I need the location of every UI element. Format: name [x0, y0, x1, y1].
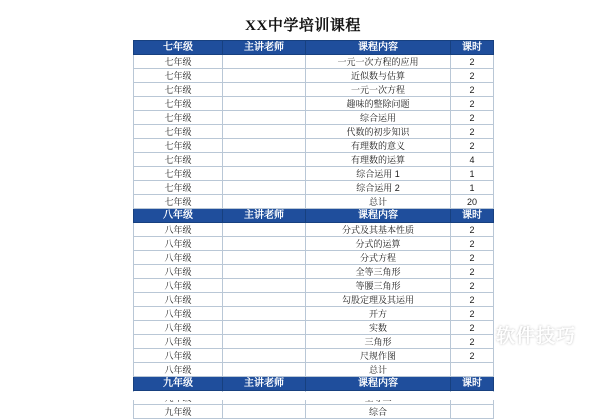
- cell-grade: 七年级: [134, 167, 223, 181]
- spreadsheet-area: [133, 10, 482, 419]
- cell-hours: 2: [451, 97, 494, 111]
- cell-grade: 八年级: [134, 335, 223, 349]
- cell-grade: 七年级: [134, 111, 223, 125]
- table-row[interactable]: [134, 251, 494, 265]
- table-row[interactable]: [134, 335, 494, 349]
- cell-content: 综合: [306, 405, 451, 419]
- cell-hours: 2: [451, 139, 494, 153]
- cell-hours: 2: [451, 307, 494, 321]
- cell-teacher: [223, 97, 306, 111]
- cell-teacher: [223, 69, 306, 83]
- cell-content: 分式方程: [306, 251, 451, 265]
- cell-content: 一元一次方程的应用: [306, 55, 451, 69]
- table-header-row: [134, 209, 494, 223]
- cell-teacher: [223, 223, 306, 237]
- cell-teacher: [223, 335, 306, 349]
- cell-content: 趣味的整除问题: [306, 97, 451, 111]
- column-header-content: 课程内容: [306, 41, 451, 55]
- cell-hours: 2: [451, 69, 494, 83]
- cell-content: 全等三角形: [306, 265, 451, 279]
- cell-teacher: [223, 181, 306, 195]
- table-row[interactable]: [134, 223, 494, 237]
- watermark-label: 软件技巧: [495, 326, 576, 347]
- column-header-content: 课程内容: [306, 377, 451, 391]
- cell-grade: 八年级: [134, 279, 223, 293]
- cell-content: 一元一次方程: [306, 83, 451, 97]
- column-header-grade: 九年级: [134, 377, 223, 391]
- page-title: XX中学培训课程: [245, 18, 361, 34]
- cell-teacher: [223, 125, 306, 139]
- page-bottom-mask: [0, 392, 600, 400]
- cell-grade: 七年级: [134, 69, 223, 83]
- cell-content: 勾股定理及其运用: [306, 293, 451, 307]
- table-row[interactable]: [134, 153, 494, 167]
- table-header-row: [134, 377, 494, 391]
- column-header-hours: 课时: [451, 377, 494, 391]
- cell-content: 代数的初步知识: [306, 125, 451, 139]
- cell-grade: 七年级: [134, 55, 223, 69]
- cell-teacher: [223, 251, 306, 265]
- cell-teacher: [223, 265, 306, 279]
- cell-teacher: [223, 83, 306, 97]
- cell-teacher: [223, 349, 306, 363]
- cell-grade: 八年级: [134, 321, 223, 335]
- cell-hours: 2: [451, 279, 494, 293]
- table-row[interactable]: [134, 307, 494, 321]
- cell-grade: 八年级: [134, 265, 223, 279]
- cell-teacher: [223, 293, 306, 307]
- cell-hours: [451, 405, 494, 419]
- cell-hours: 2: [451, 349, 494, 363]
- cell-hours: 2: [451, 55, 494, 69]
- cell-grade: 八年级: [134, 307, 223, 321]
- table-row[interactable]: [134, 349, 494, 363]
- table-row[interactable]: [134, 265, 494, 279]
- cell-teacher: [223, 237, 306, 251]
- cell-teacher: [223, 167, 306, 181]
- cell-grade: 九年级: [134, 405, 223, 419]
- cell-grade: 八年级: [134, 237, 223, 251]
- cell-content: 分式及其基本性质: [306, 223, 451, 237]
- column-header-content: 课程内容: [306, 209, 451, 223]
- cell-teacher: [223, 153, 306, 167]
- cell-content: 近似数与估算: [306, 69, 451, 83]
- table-row[interactable]: [134, 69, 494, 83]
- cell-teacher: [223, 307, 306, 321]
- cell-grade: 七年级: [134, 181, 223, 195]
- cell-grade: 七年级: [134, 153, 223, 167]
- cell-grade: 八年级: [134, 349, 223, 363]
- cell-grade: 八年级: [134, 223, 223, 237]
- cell-grade: 八年级: [134, 293, 223, 307]
- cell-grade: 七年级: [134, 195, 223, 209]
- cell-hours: [451, 363, 494, 377]
- cell-grade: 七年级: [134, 97, 223, 111]
- cell-content: 总计: [306, 363, 451, 377]
- cell-hours: 2: [451, 125, 494, 139]
- cell-hours: 2: [451, 223, 494, 237]
- cell-hours: 2: [451, 293, 494, 307]
- table-row[interactable]: [134, 293, 494, 307]
- cell-teacher: [223, 279, 306, 293]
- table-row[interactable]: [134, 55, 494, 69]
- cell-teacher: [223, 405, 306, 419]
- cell-teacher: [223, 321, 306, 335]
- table-body: [134, 41, 494, 419]
- cell-content: 有理数的运算: [306, 153, 451, 167]
- cell-hours: 1: [451, 167, 494, 181]
- cell-content: 综合运用 1: [306, 167, 451, 181]
- cell-hours: 2: [451, 251, 494, 265]
- cell-grade: 七年级: [134, 139, 223, 153]
- table-row[interactable]: [134, 321, 494, 335]
- table-row[interactable]: [134, 97, 494, 111]
- cell-hours: 2: [451, 111, 494, 125]
- cell-content: 分式的运算: [306, 237, 451, 251]
- table-row[interactable]: [134, 83, 494, 97]
- cell-content: 实数: [306, 321, 451, 335]
- cell-hours: 2: [451, 237, 494, 251]
- cell-teacher: [223, 363, 306, 377]
- table-row[interactable]: [134, 405, 494, 419]
- cell-teacher: [223, 139, 306, 153]
- table-row[interactable]: [134, 279, 494, 293]
- table-row[interactable]: [134, 125, 494, 139]
- cell-grade: 七年级: [134, 125, 223, 139]
- table-row[interactable]: [134, 139, 494, 153]
- cell-grade: 八年级: [134, 363, 223, 377]
- table-header-row: [134, 41, 494, 55]
- cell-content: 等腰三角形: [306, 279, 451, 293]
- cell-grade: 七年级: [134, 83, 223, 97]
- cell-content: 三角形: [306, 335, 451, 349]
- cell-teacher: [223, 111, 306, 125]
- table-row-total[interactable]: [134, 195, 494, 209]
- cell-hours: 20: [451, 195, 494, 209]
- column-header-hours: 课时: [451, 41, 494, 55]
- cell-teacher: [223, 195, 306, 209]
- cell-content: 综合运用 2: [306, 181, 451, 195]
- cell-content: 总计: [306, 195, 451, 209]
- cell-hours: 2: [451, 321, 494, 335]
- cell-content: 综合运用: [306, 111, 451, 125]
- cell-hours: 4: [451, 153, 494, 167]
- column-header-grade: 七年级: [134, 41, 223, 55]
- column-header-grade: 八年级: [134, 209, 223, 223]
- table-row[interactable]: [134, 111, 494, 125]
- column-header-teacher: 主讲老师: [223, 377, 306, 391]
- table-row[interactable]: [134, 181, 494, 195]
- cell-grade: 八年级: [134, 251, 223, 265]
- column-header-hours: 课时: [451, 209, 494, 223]
- table-row-total[interactable]: [134, 363, 494, 377]
- cell-hours: 1: [451, 181, 494, 195]
- column-header-teacher: 主讲老师: [223, 41, 306, 55]
- cell-content: 开方: [306, 307, 451, 321]
- column-header-teacher: 主讲老师: [223, 209, 306, 223]
- cell-content: 有理数的意义: [306, 139, 451, 153]
- course-table: [133, 40, 494, 419]
- table-row[interactable]: [134, 167, 494, 181]
- cell-hours: 2: [451, 265, 494, 279]
- cell-hours: 2: [451, 83, 494, 97]
- cell-hours: 2: [451, 335, 494, 349]
- table-row[interactable]: [134, 237, 494, 251]
- cell-teacher: [223, 55, 306, 69]
- cell-content: 尺规作图: [306, 349, 451, 363]
